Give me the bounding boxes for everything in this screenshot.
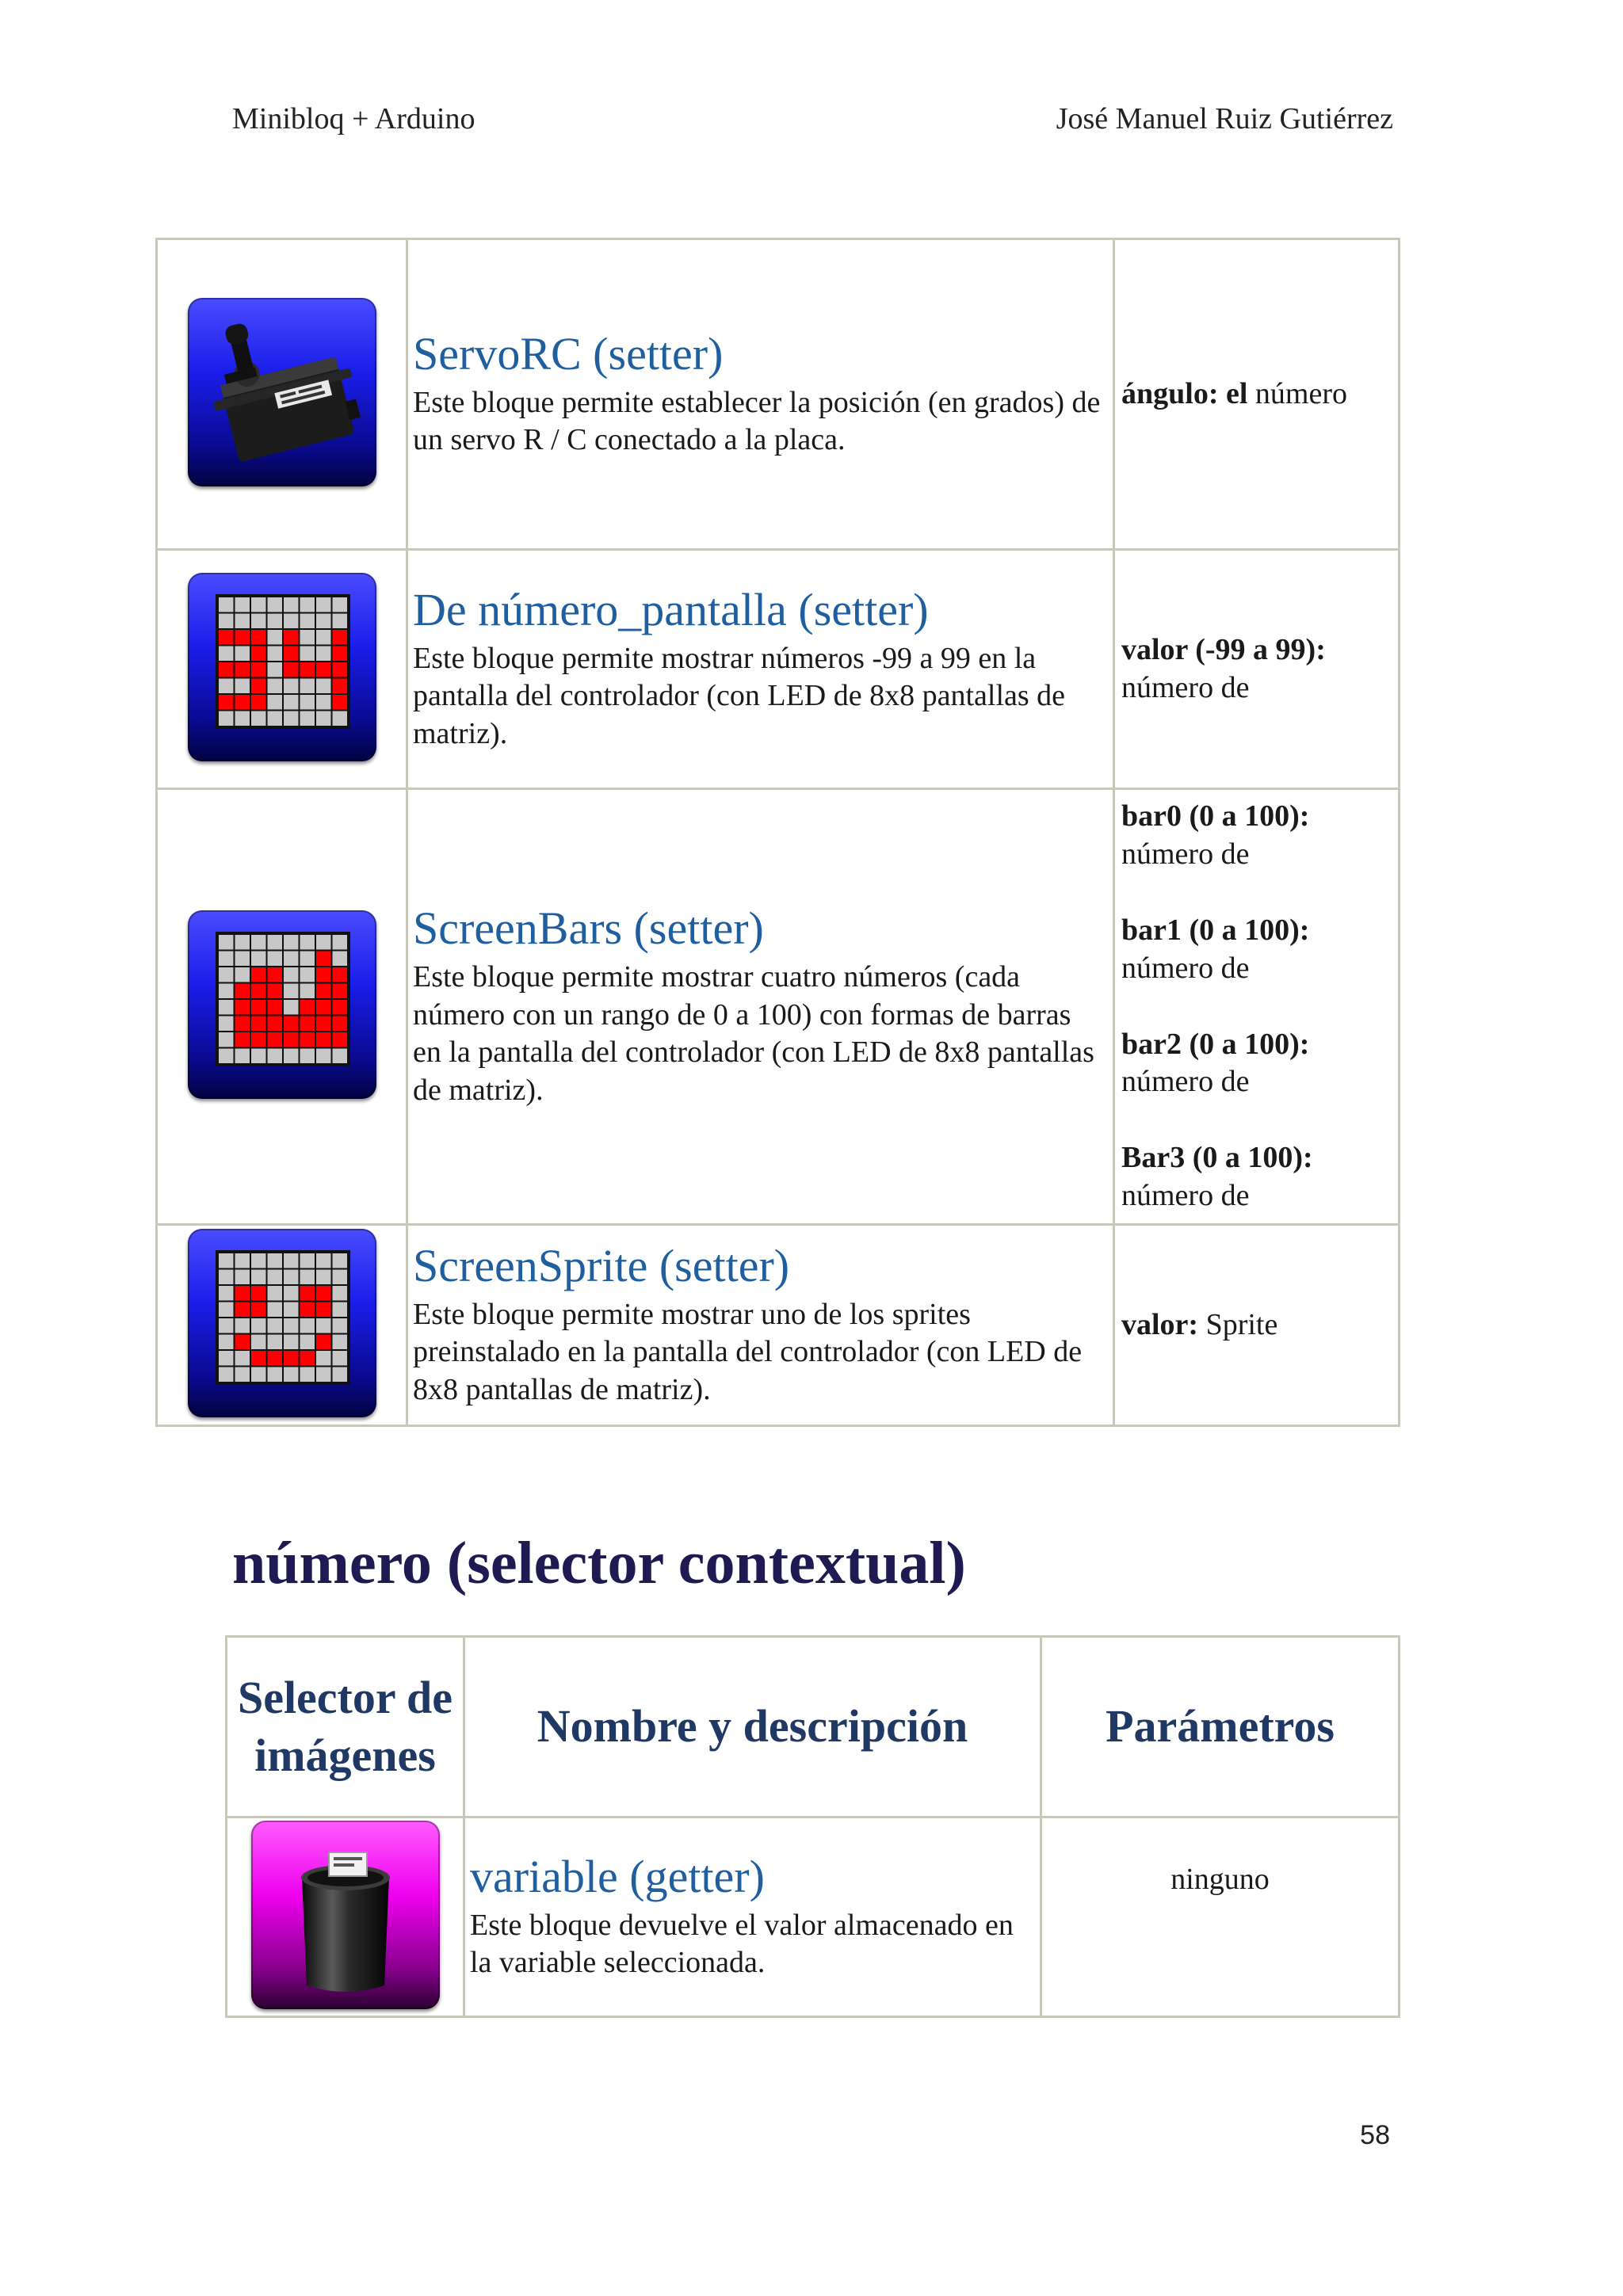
parameter bbox=[1121, 1026, 1392, 1102]
parameter-type: número de bbox=[1121, 951, 1250, 985]
icon-cell bbox=[157, 239, 407, 550]
page-number: 58 bbox=[1360, 2120, 1390, 2150]
section-title: número (selector contextual) bbox=[232, 1530, 966, 1596]
block-title: ServoRC (setter) bbox=[413, 327, 724, 379]
block-description: Este bloque permite establecer la posición (en grados) de un servo R / C conectado a la placa. bbox=[413, 385, 1101, 457]
icon-cell bbox=[157, 789, 407, 1225]
parameters-cell bbox=[1114, 550, 1400, 789]
description-cell bbox=[407, 1225, 1114, 1426]
parameter-name: bar0 (0 a 100): bbox=[1121, 799, 1310, 833]
description-cell bbox=[464, 1817, 1041, 2017]
parameter-name: bar1 (0 a 100): bbox=[1121, 913, 1310, 947]
parameters-cell bbox=[1114, 239, 1400, 550]
selector-table bbox=[225, 1635, 1400, 2018]
servo-motor-icon bbox=[188, 298, 376, 486]
parameters-cell bbox=[1114, 1225, 1400, 1426]
block-description: Este bloque permite mostrar uno de los sprites preinstalado en la pantalla del controlador (con LED de 8x8 pantallas de matriz). bbox=[413, 1297, 1083, 1407]
parameter-name: valor: bbox=[1121, 1307, 1199, 1341]
parameter-name: ángulo: el bbox=[1121, 376, 1248, 410]
parameter-type: número de bbox=[1121, 670, 1250, 704]
parameter bbox=[1121, 798, 1392, 874]
block-description: Este bloque permite mostrar números -99 a 99 en la pantalla del controlador (con LED de 8x8 pantallas de matriz). bbox=[413, 641, 1066, 751]
led-matrix-smiley-icon bbox=[188, 1229, 376, 1417]
block-title: De número_pantalla (setter) bbox=[413, 583, 929, 635]
parameter-name: Bar3 (0 a 100): bbox=[1121, 1141, 1313, 1175]
parameter-name: valor (-99 a 99): bbox=[1121, 632, 1326, 666]
column-header-image-selector: Selector de imágenes bbox=[227, 1637, 464, 1817]
icon-cell bbox=[157, 550, 407, 789]
column-header-name-description: Nombre y descripción bbox=[464, 1637, 1041, 1817]
parameter-type: número de bbox=[1121, 837, 1250, 871]
variable-container-icon bbox=[251, 1821, 440, 2009]
parameter bbox=[1121, 1306, 1392, 1344]
parameter-type: número de bbox=[1121, 1065, 1250, 1099]
parameter bbox=[1121, 912, 1392, 988]
description-cell bbox=[407, 789, 1114, 1225]
table-row bbox=[227, 1817, 1400, 2017]
led-matrix-bars-icon bbox=[188, 910, 376, 1099]
parameter-type: número de bbox=[1121, 1179, 1250, 1213]
block-description: Este bloque devuelve el valor almacenado en la variable seleccionada. bbox=[470, 1908, 1014, 1980]
description-cell bbox=[407, 550, 1114, 789]
block-description: Este bloque permite mostrar cuatro números (cada número con un rango de 0 a 100) con formas de barras en la pantalla del controlador (con LED de 8x8 pantallas de matriz). bbox=[413, 959, 1094, 1108]
block-title: ScreenSprite (setter) bbox=[413, 1239, 790, 1291]
table-header-row bbox=[227, 1637, 1400, 1817]
block-title: variable (getter) bbox=[470, 1850, 765, 1902]
table-row bbox=[157, 789, 1400, 1225]
parameter bbox=[1121, 1139, 1392, 1215]
column-header-parameters: Parámetros bbox=[1041, 1637, 1400, 1817]
header-author: José Manuel Ruiz Gutiérrez bbox=[1056, 102, 1393, 135]
led-matrix-number-icon bbox=[188, 573, 376, 761]
block-title: ScreenBars (setter) bbox=[413, 902, 764, 954]
parameters-cell bbox=[1114, 789, 1400, 1225]
parameter-type: Sprite bbox=[1198, 1307, 1278, 1341]
table-row bbox=[157, 239, 1400, 550]
parameter-name: bar2 (0 a 100): bbox=[1121, 1027, 1310, 1061]
parameter bbox=[1121, 631, 1392, 707]
parameters-cell bbox=[1041, 1817, 1400, 2017]
parameter-none: ninguno bbox=[1170, 1863, 1270, 1896]
icon-cell bbox=[157, 1225, 407, 1426]
parameter-type: número bbox=[1247, 376, 1347, 410]
table-row bbox=[157, 1225, 1400, 1426]
icon-cell bbox=[227, 1817, 464, 2017]
header-left-title: Minibloq + Arduino bbox=[232, 102, 475, 135]
blocks-table bbox=[155, 238, 1400, 1427]
parameter bbox=[1121, 376, 1392, 414]
description-cell bbox=[407, 239, 1114, 550]
table-row bbox=[157, 550, 1400, 789]
